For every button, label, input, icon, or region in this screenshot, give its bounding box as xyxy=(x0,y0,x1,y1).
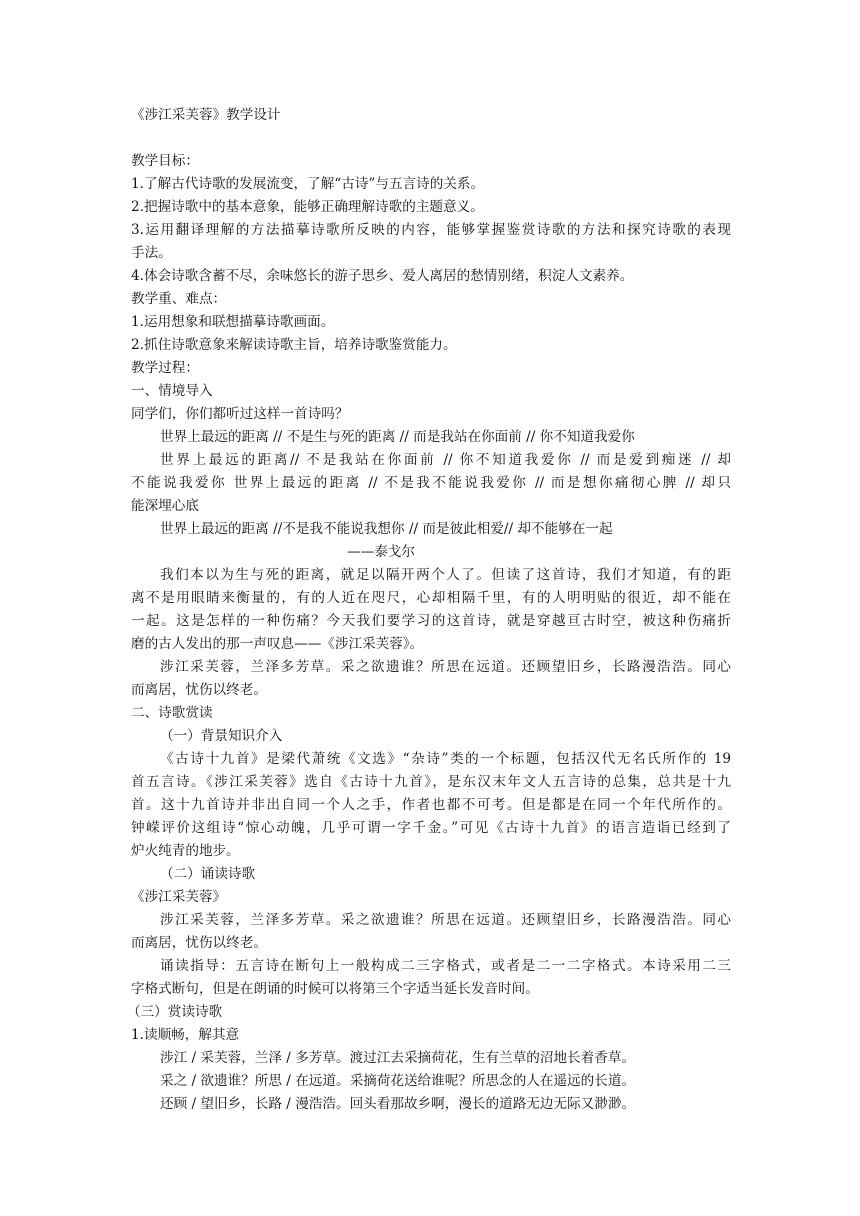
paragraph-line: 诵读指导：五言诗在断句上一般构成二三字格式，或者是二一二字格式。本诗采用二三 xyxy=(160,958,731,974)
key-point-item: 1.运用想象和联想描摹诗歌画面。 xyxy=(131,314,335,330)
poem-line: 世界上最远的距离// 不是我站在你面前 // 你不知道我爱你 // 而是爱到痴迷 // 却 xyxy=(160,452,731,468)
paragraph-line: 首。这十九首诗并非出自同一个人之手，作者也都不可考。但是都是在同一个年代所作的。 xyxy=(131,797,731,813)
paragraph-line: 离不是用眼睛来衡量的，有的人近在咫尺，心却相隔千里，有的人明明贴的很近，却不能在 xyxy=(131,590,731,606)
key-point-item: 2.抓住诗歌意象来解读诗歌主旨，培养诗歌鉴赏能力。 xyxy=(131,337,457,353)
poem-text-line: 而离居，忧伤以终老。 xyxy=(131,682,267,698)
objective-item: 1.了解古代诗歌的发展流变，了解“古诗”与五言诗的关系。 xyxy=(131,176,485,192)
poem-author: ——泰戈尔 xyxy=(347,544,415,560)
paragraph-line: 钟嵘评价这组诗“惊心动魄，几乎可谓一字千金。”可见《古诗十九首》的语言造诣已经到了 xyxy=(131,820,731,836)
poem-text-line: 而离居，忧伤以终老。 xyxy=(131,935,267,951)
paragraph-line: 炉火纯青的地步。 xyxy=(131,843,240,859)
poem-line: 世界上最远的距离 //不是我不能说我想你 // 而是彼此相爱// 却不能够在一起 xyxy=(160,521,613,537)
translation-line: 采之 / 欲遗谁？所思 / 在远道。采摘荷花送给谁呢？所思念的人在遥远的长道。 xyxy=(160,1073,636,1089)
section-heading: 教学重、难点： xyxy=(131,291,227,307)
objective-item: 3.运用翻译理解的方法描摹诗歌所反映的内容，能够掌握鉴赏诗歌的方法和探究诗歌的表现 xyxy=(131,222,731,238)
section-heading: 教学目标： xyxy=(131,153,199,169)
paragraph-line: 同学们，你们都听过这样一首诗吗？ xyxy=(131,406,349,422)
subsection-heading: （二）诵读诗歌 xyxy=(160,866,256,882)
paragraph-line: 一起。这是怎样的一种伤痛？今天我们要学习的这首诗，就是穿越亘古时空，被这种伤痛折 xyxy=(131,613,731,629)
translation-line: 还顾 / 望旧乡，长路 / 漫浩浩。回头看那故乡啊，漫长的道路无边无际又渺渺。 xyxy=(160,1096,636,1112)
part-heading: 二、诗歌赏读 xyxy=(131,705,213,721)
objective-item: 4.体会诗歌含蓄不尽，余味悠长的游子思乡、爱人离居的愁情别绪，积淀人文素养。 xyxy=(131,268,634,284)
poem-line: 不能说我爱你 世界上最远的距离 // 不是我不能说我爱你 // 而是想你痛彻心脾 // 却只 xyxy=(131,475,731,491)
paragraph-line: 《古诗十九首》是梁代萧统《文选》“杂诗”类的一个标题，包括汉代无名氏所作的 19 xyxy=(160,751,731,767)
paragraph-line: 磨的古人发出的那一声叹息——《涉江采芙蓉》。 xyxy=(131,636,424,652)
poem-title: 《涉江采芙蓉》 xyxy=(131,889,227,905)
step-heading: 1.读顺畅，解其意 xyxy=(131,1027,240,1043)
subsection-heading: （一）背景知识介入 xyxy=(160,728,283,744)
poem-text-line: 涉江采芙蓉，兰泽多芳草。采之欲遗谁？所思在远道。还顾望旧乡，长路漫浩浩。同心 xyxy=(160,912,731,928)
poem-text-line: 涉江采芙蓉，兰泽多芳草。采之欲遗谁？所思在远道。还顾望旧乡，长路漫浩浩。同心 xyxy=(160,659,731,675)
poem-line: 能深埋心底 xyxy=(131,498,199,514)
paragraph-line: 我们本以为生与死的距离，就足以隔开两个人了。但读了这首诗，我们才知道，有的距 xyxy=(160,567,731,583)
part-heading: 一、情境导入 xyxy=(131,383,213,399)
poem-line: 世界上最远的距离 // 不是生与死的距离 // 而是我站在你面前 // 你不知道我爱你 xyxy=(160,429,635,445)
paragraph-line: 字格式断句，但是在朗诵的时候可以将第三个字适当延长发音时间。 xyxy=(131,981,539,997)
paragraph-line: 首五言诗。《涉江采芙蓉》选自《古诗十九首》，是东汉末年文人五言诗的总集，总共是十九 xyxy=(131,774,731,790)
document-title: 《涉江采芙蓉》教学设计 xyxy=(131,107,281,123)
objective-item-continued: 手法。 xyxy=(131,245,172,261)
translation-line: 涉江 / 采芙蓉，兰泽 / 多芳草。渡过江去采摘荷花，生有兰草的沼地长着香草。 xyxy=(160,1050,636,1066)
section-heading: 教学过程： xyxy=(131,360,199,376)
objective-item: 2.把握诗歌中的基本意象，能够正确理解诗歌的主题意义。 xyxy=(131,199,484,215)
subsection-heading: （三）赏读诗歌 xyxy=(127,1004,223,1020)
